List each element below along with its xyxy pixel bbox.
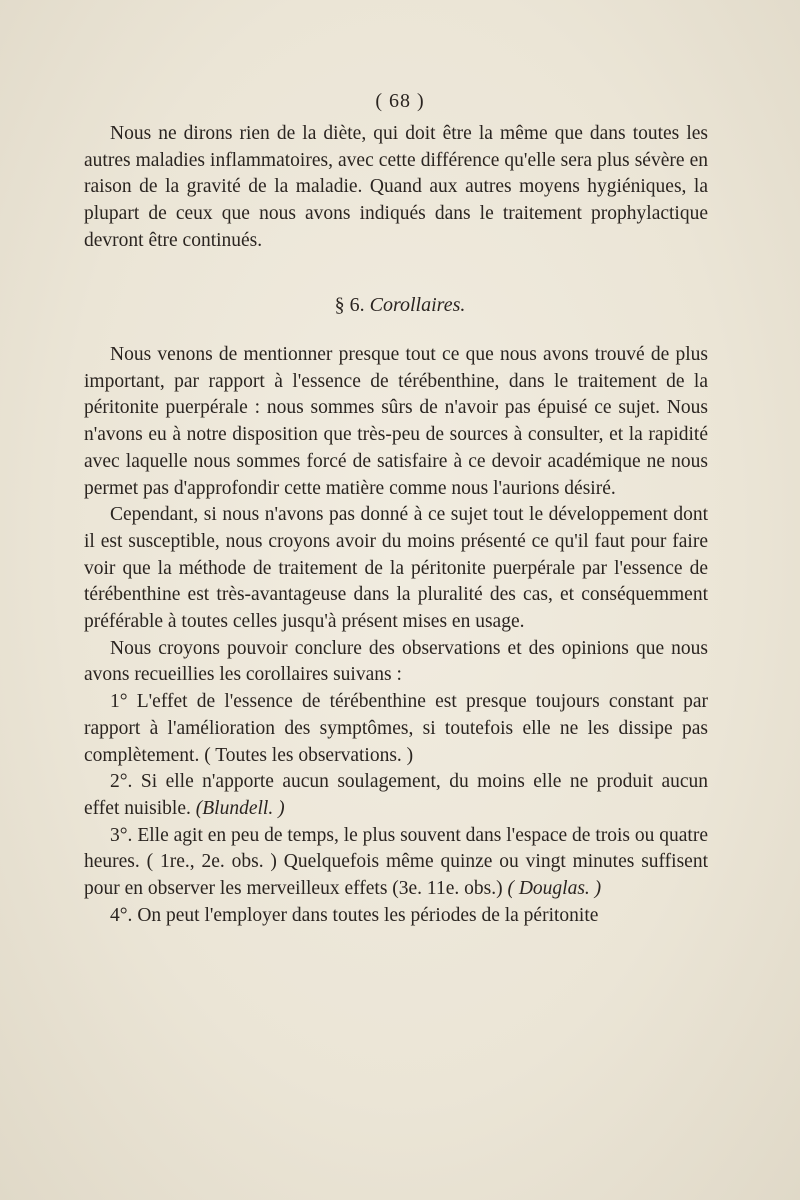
corollary-2-reference: (Blundell. ) [195, 797, 285, 819]
paragraph-2: Cependant, si nous n'avons pas donné à ce sujet tout le développement dont il est susceptible, nous croyons avoir du moins présenté ce qu'il faut pour faire voir que la méthode de traitement de la péritonite puerpérale par l'essence de térébenthine est très-avantageuse dans la pluralité des cas, et conséquemment préférable à toutes celles jusqu'à présent mises en usage. [84, 504, 708, 633]
corollary-2-text: Si elle n'apporte aucun soulagement, du moins elle ne produit aucun effet nuisible. [84, 771, 708, 819]
corollary-4-text: On peut l'employer dans toutes les périodes de la péritonite [137, 904, 599, 926]
corollary-3-number: 3°. [110, 824, 133, 846]
page-number: ( 68 ) [375, 90, 425, 112]
corollary-3 [84, 823, 708, 903]
paragraph-1: Nous venons de mentionner presque tout ce que nous avons trouvé de plus important, par rapport à l'essence de térébenthine, dans le traitement de la péritonite puerpérale : nous sommes sûrs de n'avoir pas épuisé ce sujet. Nous n'avons eu à notre disposition que très-peu de sources à consulter, et la rapidité avec laquelle nous sommes forcé de satisfaire à ce devoir académique ne nous permet pas d'approfondir cette matière comme nous l'aurions désiré. [84, 344, 708, 499]
corollary-1 [84, 689, 708, 769]
corollary-2-number: 2°. [110, 771, 133, 793]
corollary-4 [84, 903, 708, 930]
section-heading [0, 294, 800, 317]
corollaires-section [84, 342, 708, 929]
section-title: Corollaires. [369, 294, 466, 316]
intro-section [84, 121, 708, 255]
corollary-1-text: L'effet de l'essence de térébenthine est presque toujours constant par rapport à l'amélioration des symptômes, si toutefois elle ne les dissipe pas complètement. ( Toutes les observations. ) [84, 691, 708, 766]
paragraph-3: Nous croyons pouvoir conclure des observations et des opinions que nous avons recueillies les corollaires suivans : [84, 637, 708, 686]
section-number: § 6. [334, 294, 365, 316]
corollary-2 [84, 769, 708, 822]
corollary-3-text: Elle agit en peu de temps, le plus souvent dans l'espace de trois ou quatre heures. ( 1re., 2e. obs. ) Quelquefois même quinze ou vingt minutes suffisent pour en observer les merveilleux effets (3e. 11e. obs.) [84, 824, 708, 900]
corollary-3-reference: ( Douglas. ) [507, 878, 602, 900]
corollary-1-number: 1° [110, 691, 128, 713]
intro-paragraph: Nous ne dirons rien de la diète, qui doit être la même que dans toutes les autres maladies inflammatoires, avec cette différence qu'elle sera plus sévère en raison de la gravité de la maladie. Quand aux autres moyens hygiéniques, la plupart de ceux que nous avons indiqués dans le traitement prophylactique devront être continués. [84, 123, 708, 251]
corollary-4-number: 4°. [110, 904, 133, 926]
